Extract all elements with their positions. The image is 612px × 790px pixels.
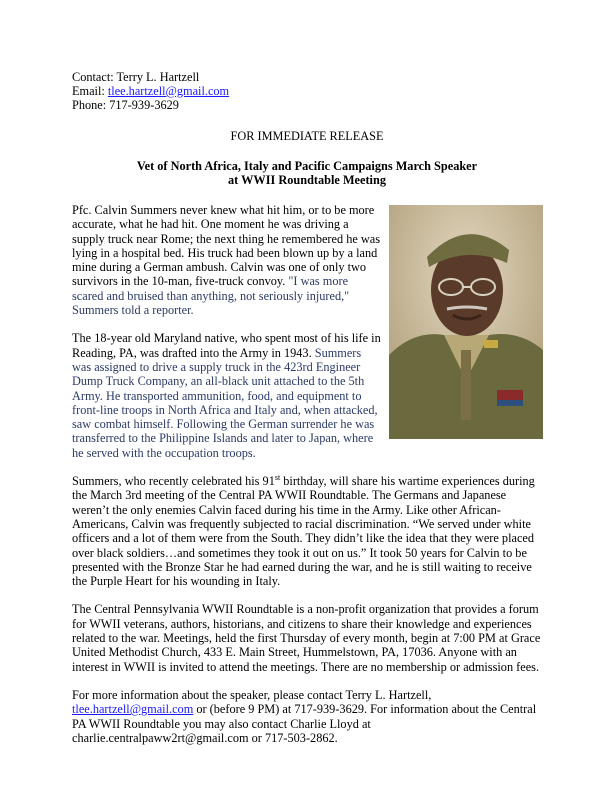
paragraph-1-quote: "I was more scared and bruised than anything, not seriously injured," Summers told a reporter. [72, 274, 350, 318]
paragraph-3 [72, 474, 542, 588]
contact-phone: Phone: 717-939-3629 [72, 98, 179, 112]
veteran-portrait-photo [389, 205, 543, 439]
paragraph-4: The Central Pennsylvania WWII Roundtable is a non-profit organization that provides a forum for WWII veterans, authors, historians, and citizens to share their knowledge and experiences related to the war. Meetings, held the first Thursday of every month, begin at 7:00 PM at Grace United Methodist Church, 433 E. Main Street, Hummelstown, PA, 17036. Anyone with an interest in WWII is invited to attend the meetings. There are no membership or admission fees. [72, 602, 541, 674]
paragraph-1-text: Pfc. Calvin Summers never knew what hit him, or to be more accurate, what he had hit. One moment he was driving a supply truck near Rome; the next thing he remembered he was lying in a hospital bed. His truck had been blown up by a land mine during a German ambush. Calvin was one of only two survivors in the 10-man, five-truck convoy. [72, 203, 381, 289]
paragraph-5-text-a: For more information about the speaker, please contact Terry L. Hartzell, [72, 687, 432, 702]
contact-email-link[interactable]: tlee.hartzell@gmail.com [107, 84, 230, 98]
article-body [72, 203, 542, 745]
paragraph-5-email-link[interactable]: tlee.hartzell@gmail.com [72, 702, 194, 717]
paragraph-3-text-a: Summers, who recently celebrated his 91 [72, 474, 275, 489]
paragraph-3-text-b: birthday, will share his wartime experiences during the March 3rd meeting of the Central PA WWII Roundtable. The Germans and Japanese weren’t the only enemies Calvin faced during his time in the Army. Like other African-Americans, Calvin was frequently subjected to racial discrimination. “We served under white officers and a lot of them were from the South. They didn’t like the idea that they were placed over black soldiers…and sometimes they took it out on us.” It took 50 years for Calvin to be presented with the Bronze Star he had earned during the war, and he is still waiting to receive the Purple Heart for his wounding in Italy. [72, 474, 535, 589]
portrait-illustration [389, 205, 543, 439]
email-label: Email: [72, 84, 108, 98]
headline [72, 159, 542, 187]
contact-email-line [72, 84, 542, 98]
headline-line-2: at WWII Roundtable Meeting [228, 173, 386, 187]
press-release-page [72, 70, 542, 745]
headline-line-1: Vet of North Africa, Italy and Pacific Campaigns March Speaker [136, 159, 478, 173]
paragraph-5 [72, 688, 542, 745]
contact-block [72, 70, 542, 112]
release-label: FOR IMMEDIATE RELEASE [230, 129, 384, 143]
contact-name: Contact: Terry L. Hartzell [72, 70, 200, 84]
paragraph-2-detail: Summers was assigned to drive a supply truck in the 423rd Engineer Dump Truck Company, an all-black unit attached to the 5th Army. He transported ammunition, food, and equipment to front-line troops in North Africa and Italy and, when attacked, saw combat himself. Following the German surrender he was transferred to the Philippine Islands and later to Japan, where he served with the occupation troops. [72, 345, 378, 460]
paragraph-2-text: The 18-year old Maryland native, who spent most of his life in Reading, PA, was drafted into the Army in 1943. [72, 331, 381, 360]
paragraph-5-text-b: or (before 9 PM) at 717-939-3629. For information about the Central PA WWII Roundtable you may also contact Charlie Lloyd at charlie.centralpaww2rt@gmail.com or 717-503-2862. [72, 702, 537, 745]
ordinal-suffix: st [274, 472, 281, 482]
